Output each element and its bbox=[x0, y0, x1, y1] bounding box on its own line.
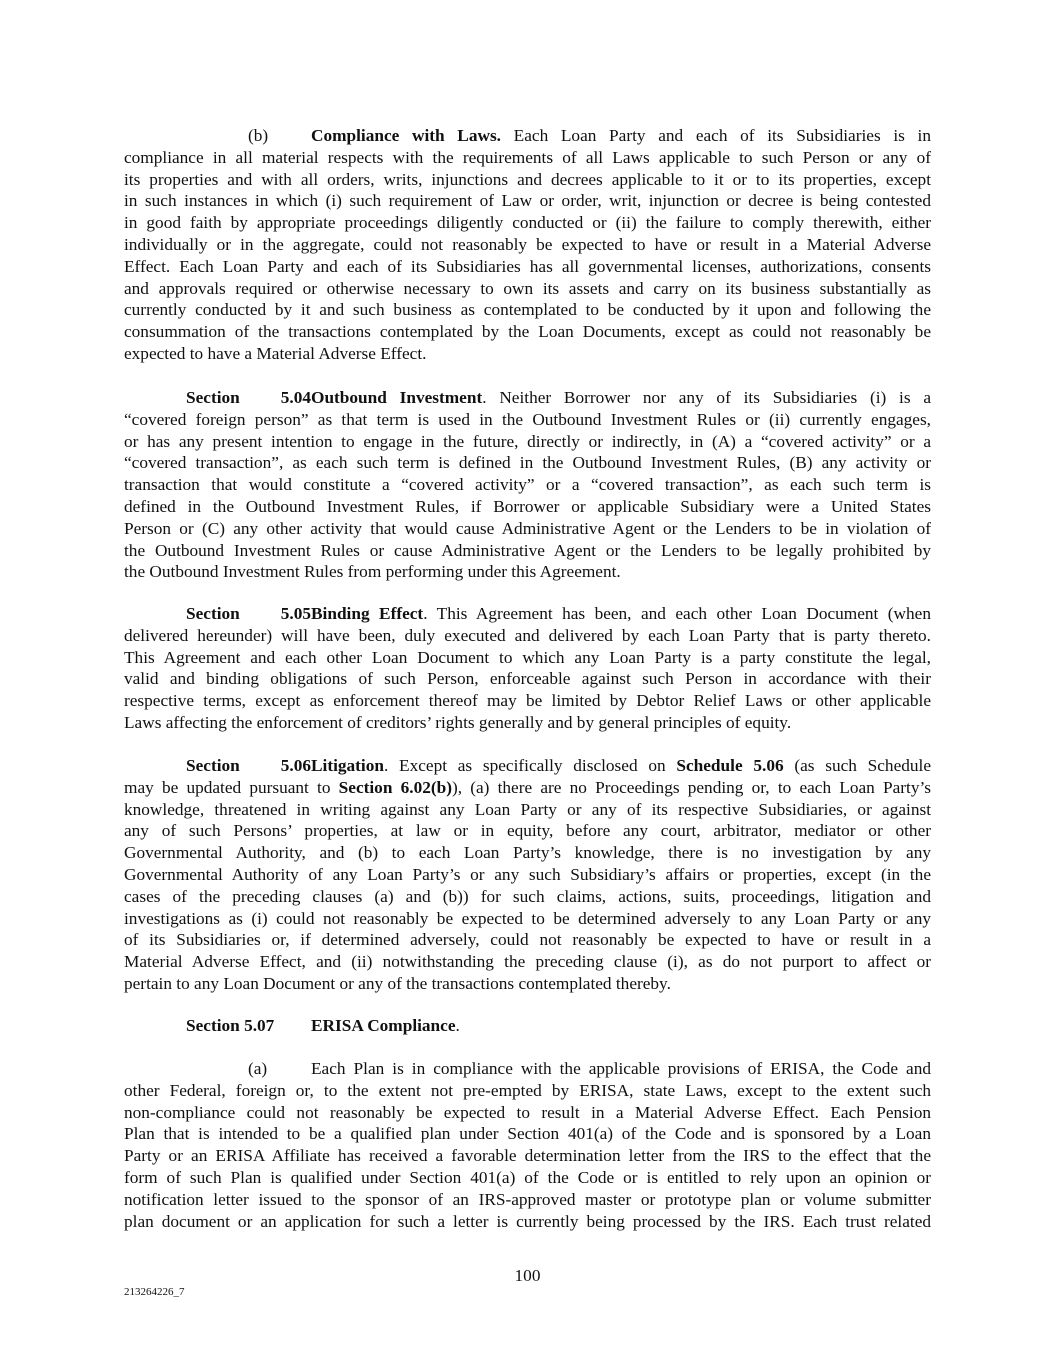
body-text: compliance in all material respects with the requirements of all Laws applicable to such Person or any of bbox=[124, 147, 931, 167]
body-text: consummation of the transactions contemplated by the Loan Documents, except as could not reasonably be bbox=[124, 322, 931, 342]
text-line bbox=[124, 409, 931, 431]
body-text: Governmental Authority of any Loan Party’s or any such Subsidiary’s affairs or properties, except (in the bbox=[124, 864, 931, 884]
section-label: Section 5.06 bbox=[186, 756, 311, 775]
body-text: defined in the Outbound Investment Rules, if Borrower or applicable Subsidiary were a United States bbox=[124, 496, 931, 516]
text-line bbox=[124, 125, 931, 147]
text-line bbox=[124, 234, 931, 256]
page-number: 100 bbox=[514, 1266, 541, 1285]
text-line bbox=[124, 668, 931, 690]
text-line bbox=[124, 690, 931, 712]
body-text: . bbox=[455, 1016, 460, 1035]
body-text: Each Loan Party and each of its Subsidiaries is in bbox=[501, 126, 931, 145]
paragraph-section-5-04 bbox=[124, 387, 931, 583]
body-text: of its Subsidiaries or, if determined adversely, could not reasonably be expected to have or result in a bbox=[124, 930, 931, 950]
text-line bbox=[124, 256, 931, 278]
text-line bbox=[124, 1145, 931, 1167]
body-text: This Agreement and each other Loan Document to which any Loan Party is a party constitute the legal, bbox=[124, 647, 931, 667]
body-text: the Outbound Investment Rules or cause Administrative Agent or the Lenders to be legally prohibited by bbox=[124, 540, 931, 560]
bold-heading: Outbound Investment bbox=[311, 388, 483, 407]
bold-heading: Section 6.02(b) bbox=[338, 777, 452, 797]
body-text: Material Adverse Effect, and (ii) notwithstanding the preceding clause (i), as do not purport to affect or bbox=[124, 952, 931, 972]
body-text: respective terms, except as enforcement thereof may be limited by Debtor Relief Laws or other applicable bbox=[124, 691, 931, 711]
text-line bbox=[124, 603, 931, 625]
body-text: . Neither Borrower nor any of its Subsidiaries (i) is a bbox=[482, 388, 932, 407]
body-text: “covered foreign person” as that term is used in the Outbound Investment Rules or (ii) currently engages, bbox=[124, 409, 931, 429]
body-text: ), (a) there are no Proceedings pending or, to each Loan Party’s bbox=[451, 777, 931, 797]
text-line bbox=[124, 474, 931, 496]
text-line bbox=[124, 540, 931, 562]
body-text: currently conducted by it and such business as contemplated to be conducted by it upon and following the bbox=[124, 300, 931, 320]
bold-heading: ERISA Compliance bbox=[311, 1016, 456, 1035]
body-text: plan document or an application for such a letter is currently being processed by the IRS. Each trust related bbox=[124, 1211, 931, 1231]
section-label: (a) bbox=[248, 1059, 268, 1078]
body-text: . This Agreement has been, and each other Loan Document (when bbox=[423, 604, 931, 623]
body-text: . Except as specifically disclosed on bbox=[383, 756, 677, 775]
text-line bbox=[124, 518, 931, 540]
text-line bbox=[124, 1211, 931, 1233]
text-line bbox=[124, 951, 931, 973]
text-line bbox=[124, 387, 931, 409]
body-text: (as such Schedule bbox=[783, 756, 931, 775]
body-text: knowledge, threatened in writing against any Loan Party or any of its respective Subsidiaries, or against bbox=[124, 799, 931, 819]
body-text: valid and binding obligations of such Person, enforceable against such Person in accordance with their bbox=[124, 669, 931, 689]
body-text: “covered transaction”, as each such term is defined in the Outbound Investment Rules, (B) any activity or bbox=[124, 453, 931, 473]
text-line bbox=[124, 755, 931, 777]
section-label: Section 5.04 bbox=[186, 388, 311, 407]
body-text: in such instances in which (i) such requirement of Law or order, writ, injunction or decree is being contested bbox=[124, 191, 931, 211]
text-line bbox=[124, 820, 931, 842]
text-line bbox=[124, 1080, 931, 1102]
body-text: non-compliance could not reasonably be expected to result in a Material Adverse Effect. Each Pension bbox=[124, 1102, 931, 1122]
section-label: Section 5.05 bbox=[186, 604, 311, 623]
text-line bbox=[124, 712, 931, 734]
section-label: (b) bbox=[248, 126, 269, 145]
body-text: any of such Persons’ properties, at law or in equity, before any court, arbitrator, mediator or other bbox=[124, 821, 931, 841]
body-text: Each Plan is in compliance with the applicable provisions of ERISA, the Code and bbox=[311, 1059, 931, 1078]
text-line bbox=[124, 278, 931, 300]
body-text: other Federal, foreign or, to the extent not pre-empted by ERISA, state Laws, except to the extent such bbox=[124, 1080, 931, 1100]
text-line bbox=[124, 842, 931, 864]
paragraph-section-5-05 bbox=[124, 603, 931, 734]
text-line bbox=[124, 561, 931, 583]
body-text: and approvals required or otherwise necessary to own its assets and carry on its business substantially as bbox=[124, 278, 931, 298]
body-text: its properties and with all orders, writs, injunctions and decrees applicable to it or to its properties, except bbox=[124, 169, 931, 189]
body-text: Effect. Each Loan Party and each of its Subsidiaries has all governmental licenses, authorizations, consents bbox=[124, 256, 931, 276]
text-line bbox=[124, 929, 931, 951]
body-text: Plan that is intended to be a qualified plan under Section 401(a) of the Code and is sponsored by a Loan bbox=[124, 1124, 931, 1144]
text-line bbox=[124, 908, 931, 930]
bold-heading: Compliance with Laws. bbox=[311, 126, 501, 145]
body-text: cases of the preceding clauses (a) and (b)) for such claims, actions, suits, proceedings, litigation and bbox=[124, 886, 931, 906]
text-line bbox=[124, 1058, 931, 1080]
text-line bbox=[124, 1123, 931, 1145]
body-text: form of such Plan is qualified under Section 401(a) of the Code or is entitled to rely upon an opinion or bbox=[124, 1167, 931, 1187]
text-line bbox=[124, 147, 931, 169]
text-line bbox=[124, 299, 931, 321]
body-text: Person or (C) any other activity that would cause Administrative Agent or the Lenders to be in violation of bbox=[124, 518, 931, 538]
bold-heading: Binding Effect bbox=[311, 604, 424, 623]
text-line bbox=[124, 1189, 931, 1211]
text-line bbox=[124, 452, 931, 474]
text-line bbox=[124, 973, 931, 995]
bold-heading: Litigation bbox=[311, 756, 384, 775]
text-line bbox=[124, 647, 931, 669]
paragraph-compliance-with-laws bbox=[124, 125, 931, 365]
text-line bbox=[124, 625, 931, 647]
body-text: pertain to any Loan Document or any of the transactions contemplated thereby. bbox=[124, 973, 671, 993]
text-line bbox=[124, 1015, 931, 1037]
body-text: Governmental Authority, and (b) to each Loan Party’s knowledge, there is no investigation by any bbox=[124, 843, 931, 863]
text-line bbox=[124, 431, 931, 453]
text-line bbox=[124, 212, 931, 234]
text-line bbox=[124, 1102, 931, 1124]
text-line bbox=[124, 777, 931, 799]
body-text: or has any present intention to engage in the future, directly or indirectly, in (A) a “covered activity” or a bbox=[124, 431, 931, 451]
paragraph-erisa-a bbox=[124, 1058, 931, 1232]
bold-heading: Schedule 5.06 bbox=[676, 756, 784, 775]
text-line bbox=[124, 864, 931, 886]
body-text: individually or in the aggregate, could not reasonably be expected to have or result in a Material Adverse bbox=[124, 234, 931, 254]
text-line bbox=[124, 886, 931, 908]
body-text: the Outbound Investment Rules from performing under this Agreement. bbox=[124, 562, 621, 582]
body-text: notification letter issued to the sponsor of an IRS-approved master or prototype plan or volume submitter bbox=[124, 1189, 931, 1209]
body-text: Laws affecting the enforcement of creditors’ rights generally and by general principles of equity. bbox=[124, 712, 792, 732]
text-line bbox=[124, 1167, 931, 1189]
body-text: transaction that would constitute a “covered activity” or a “covered transaction”, as each such term is bbox=[124, 475, 931, 495]
text-line bbox=[124, 190, 931, 212]
body-text: in good faith by appropriate proceedings diligently conducted or (ii) the failure to comply therewith, either bbox=[124, 213, 931, 233]
body-text: investigations as (i) could not reasonably be expected to be determined adversely to any Loan Party or any bbox=[124, 908, 931, 928]
paragraph-section-5-07 bbox=[124, 1015, 931, 1037]
body-text: may be updated pursuant to bbox=[124, 777, 339, 797]
text-line bbox=[124, 321, 931, 343]
text-line bbox=[124, 799, 931, 821]
body-text: Party or an ERISA Affiliate has received a favorable determination letter from the IRS to the effect that the bbox=[124, 1146, 931, 1166]
text-line bbox=[124, 496, 931, 518]
text-line bbox=[124, 169, 931, 191]
document-id: 213264226_7 bbox=[124, 1286, 185, 1298]
paragraph-section-5-06 bbox=[124, 755, 931, 995]
body-text: expected to have a Material Adverse Effect. bbox=[124, 343, 427, 363]
section-label: Section 5.07 bbox=[186, 1016, 275, 1035]
body-text: delivered hereunder) will have been, duly executed and delivered by each Loan Party that is party thereto. bbox=[124, 625, 931, 645]
text-line bbox=[124, 343, 931, 365]
